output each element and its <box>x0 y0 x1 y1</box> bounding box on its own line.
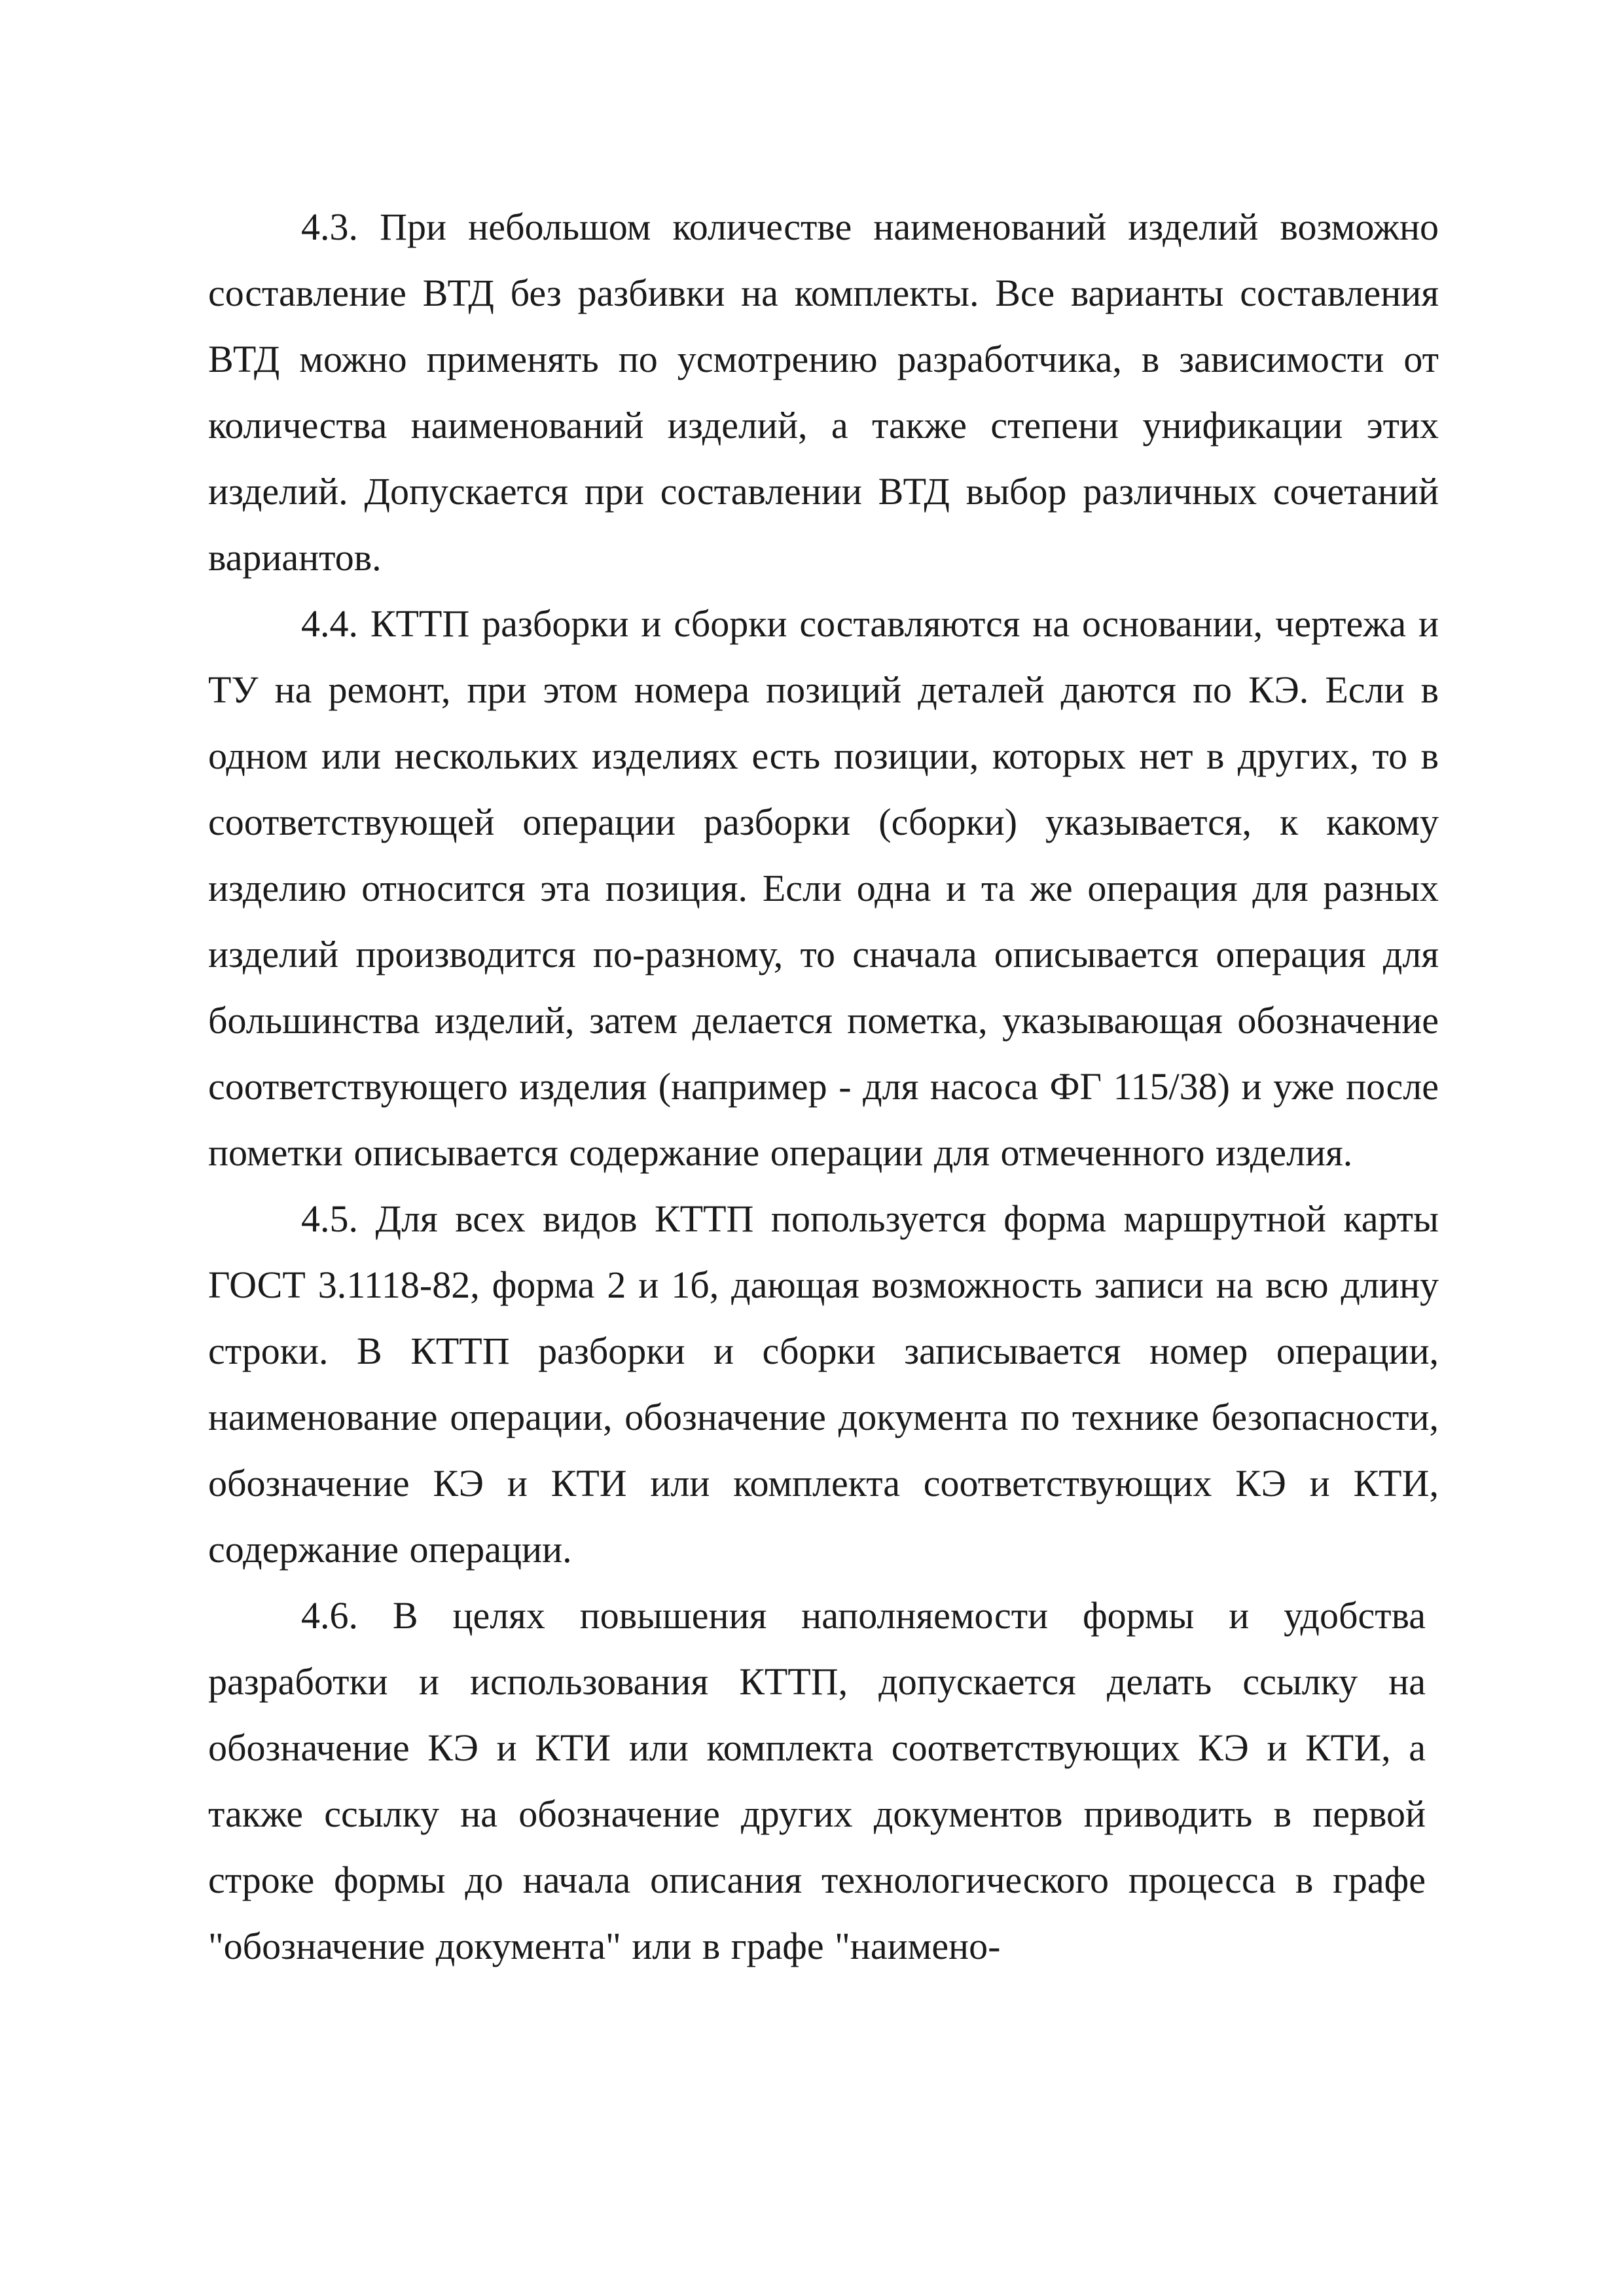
paragraph-4-5: 4.5. Для всех видов КТТП попользуется форма маршрутной карты ГОСТ 3.1118-82, форма 2 и 1б, дающая возможность записи на всю длину строки. В КТТП разборки и сборки записывается номер операции, наименование операции, обозначение документа по технике безопасности, обозначение КЭ и КТИ или комплекта соответствующих КЭ и КТИ, содержание операции. <box>208 1197 1439 1571</box>
paragraph-4-6: 4.6. В целях повышения наполняемости формы и удобства разработки и использования КТТП, допускается делать ссылку на обозначение КЭ и КТИ или комплекта соответствующих КЭ и КТИ, а также ссылку на обозначение других документов приводить в первой строке формы до начала описания технологического процесса в графе "обозначение документа" или в графе "наимено- <box>208 1594 1426 1967</box>
paragraph-4-4: 4.4. КТТП разборки и сборки составляются на основании, чертежа и ТУ на ремонт, при этом номера позиций деталей даются по КЭ. Если в одном или нескольких изделиях есть позиции, которых нет в других, то в соответствующей операции разборки (сборки) указывается, к какому изделию относится эта позиция. Если одна и та же операция для разных изделий производится по-разному, то сначала описывается операция для большинства изделий, затем делается пометка, указывающая обозначение соответствующего изделия (например - для насоса ФГ 115/38) и уже после пометки описывается содержание операции для отмеченного изделия. <box>208 602 1439 1174</box>
paragraph-4-3: 4.3. При небольшом количестве наименований изделий возможно составление ВТД без разбивки на комплекты. Все варианты составления ВТД можно применять по усмотрению разработчика, в зависимости от количества наименований изделий, а также степени унификации этих изделий. Допускается при составлении ВТД выбор различных сочетаний вариантов. <box>208 206 1439 579</box>
document-page <box>208 194 1439 1979</box>
